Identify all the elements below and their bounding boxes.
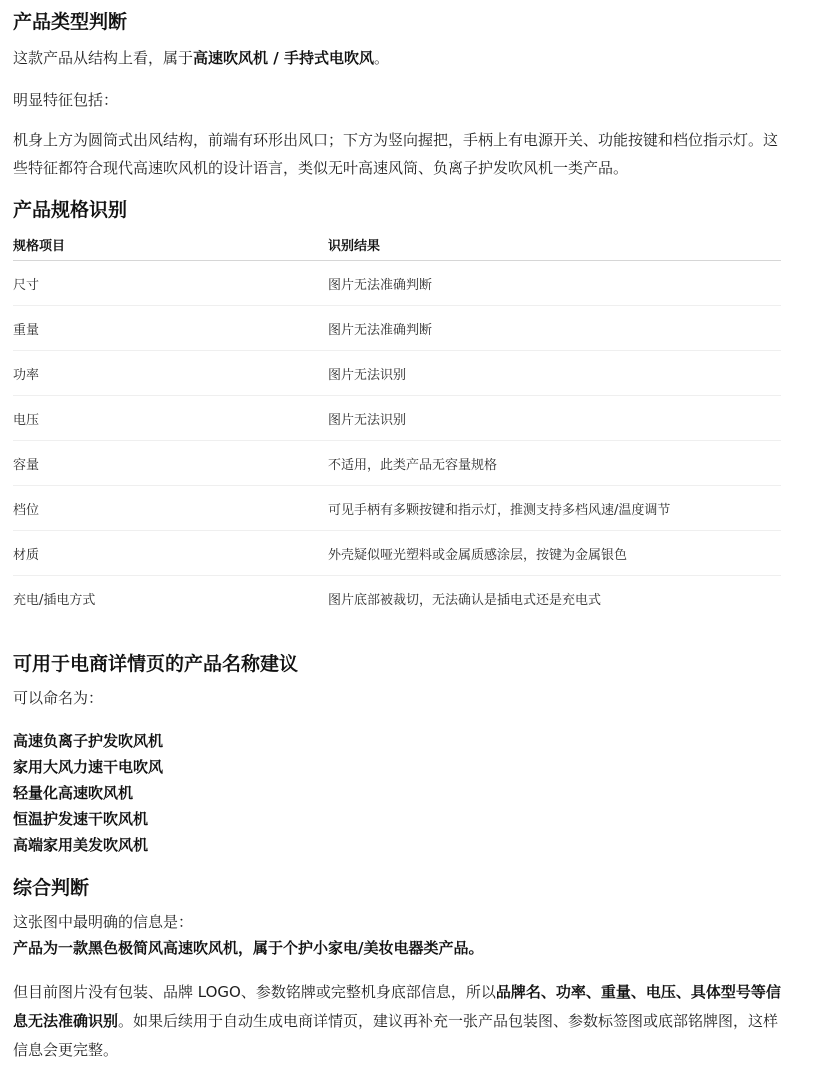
section-heading-product-type: 产品类型判断 [13,11,128,33]
spec-col-item: 规格项目 [13,228,328,261]
features-text: 机身上方为圆筒式出风结构，前端有环形出风口；下方为竖向握把，手柄上有电源开关、功能按键和档位指示灯。这些特征都符合现代高速吹风机的设计语言，类似无叶高速风筒、负离子护发吹风机一类产品。 [13,131,779,177]
summary-detail [13,978,783,1065]
spec-item: 容量 [13,441,328,486]
table-row [13,441,781,486]
product-type-statement [13,44,389,72]
list-item: 高速负离子护发吹风机 [13,732,164,750]
summary-intro: 这张图中最明确的信息是： [13,913,194,931]
table-row [13,396,781,441]
spec-item: 电压 [13,396,328,441]
product-type-value: 高速吹风机 / 手持式电吹风 [193,49,374,67]
spec-col-result: 识别结果 [328,228,781,261]
spec-item: 功率 [13,351,328,396]
name-suggestion-list [13,728,163,858]
name-suggestions-intro: 可以命名为： [13,689,104,707]
section-heading-name-suggestions: 可用于电商详情页的产品名称建议 [13,653,299,675]
spec-item: 材质 [13,531,328,576]
product-type-suffix: 。 [373,49,389,67]
spec-table [13,228,781,620]
spec-result: 外壳疑似哑光塑料或金属质感涂层，按键为金属银色 [328,531,781,576]
summary-detail-prefix: 但目前图片没有包装、品牌 LOGO、参数铭牌或完整机身底部信息，所以 [13,983,496,1001]
table-row [13,576,781,621]
section-heading-spec: 产品规格识别 [13,199,128,221]
spec-table-header [13,228,781,261]
table-row [13,486,781,531]
spec-result: 可见手柄有多颗按键和指示灯，推测支持多档风速/温度调节 [328,486,781,531]
spec-item: 充电/插电方式 [13,592,96,608]
spec-result: 不适用，此类产品无容量规格 [328,441,781,486]
spec-result: 图片无法识别 [328,351,781,396]
summary-detail-suffix: 。如果后续用于自动生成电商详情页，建议再补充一张产品包装图、参数标签图或底部铭牌图，这样信息会更完整。 [13,1012,779,1059]
features-intro: 明显特征包括： [13,91,119,109]
spec-result: 图片无法识别 [328,396,781,441]
section-heading-summary: 综合判断 [13,877,90,899]
summary-main-conclusion: 产品为一款黑色极简风高速吹风机，属于个护小家电/美妆电器类产品。 [13,939,484,957]
table-row [13,531,781,576]
table-row [13,351,781,396]
summary-detail-bold: 品牌名、功率、重量、电压、具体型号等信息无法准确识别 [13,983,781,1030]
list-item: 轻量化高速吹风机 [13,784,134,802]
spec-result: 图片无法准确判断 [328,306,781,351]
table-row [13,306,781,351]
spec-result: 图片底部被裁切，无法确认是插电式还是充电式 [328,592,602,608]
list-item: 恒温护发速干吹风机 [13,810,149,828]
product-type-prefix: 这款产品从结构上看，属于 [13,49,194,67]
table-row [13,261,781,306]
list-item: 高端家用美发吹风机 [13,836,149,854]
spec-item: 尺寸 [13,261,328,306]
list-item: 家用大风力速干电吹风 [13,758,164,776]
spec-item: 重量 [13,306,328,351]
spec-result: 图片无法准确判断 [328,261,781,306]
spec-item: 档位 [13,486,328,531]
